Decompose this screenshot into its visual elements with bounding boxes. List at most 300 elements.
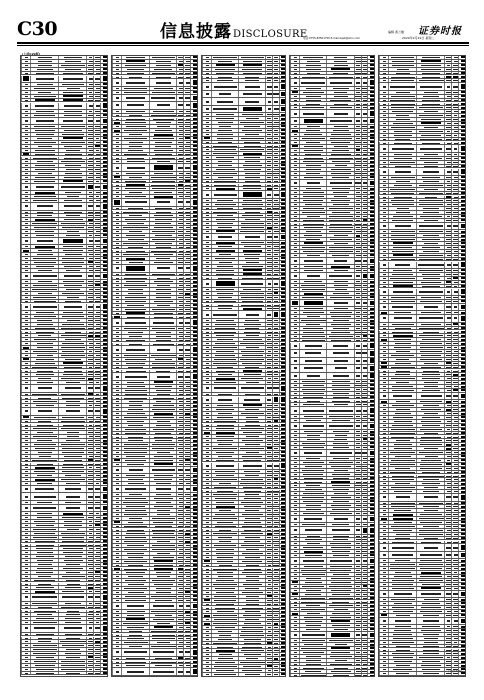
table-cell <box>149 661 177 664</box>
table-cell <box>176 95 183 102</box>
cell-text <box>38 638 52 639</box>
table-cell <box>176 493 183 496</box>
cell-text <box>64 521 82 522</box>
cell-text <box>25 96 28 97</box>
cell-text <box>103 99 109 101</box>
table-cell <box>93 594 100 601</box>
table-cell <box>100 404 108 407</box>
cell-text <box>61 665 84 666</box>
cell-text <box>116 349 119 351</box>
cell-text <box>103 211 109 213</box>
table-cell <box>121 141 149 144</box>
cell-text <box>125 433 146 434</box>
cell-text <box>88 88 92 89</box>
table-cell <box>183 416 190 419</box>
cell-text <box>35 231 54 232</box>
table-cell <box>121 362 149 365</box>
table-cell <box>112 362 121 365</box>
table-cell <box>21 230 30 233</box>
cell-text <box>125 537 145 538</box>
cell-text <box>116 239 119 240</box>
cell-text <box>62 227 85 228</box>
cell-text <box>129 262 143 263</box>
cell-text <box>25 219 28 220</box>
table-cell <box>183 319 190 326</box>
table-cell <box>86 393 93 396</box>
table-cell <box>100 637 108 640</box>
cell-text <box>193 413 198 415</box>
table-cell <box>176 626 183 629</box>
cell-text <box>124 514 146 515</box>
cell-text <box>103 560 109 562</box>
cell-text <box>186 77 190 78</box>
cell-text <box>129 405 142 406</box>
cell-text <box>193 343 198 345</box>
cell-text <box>116 605 119 607</box>
table-cell <box>190 536 198 539</box>
table-cell <box>190 649 198 656</box>
table-cell <box>100 516 108 519</box>
table-cell <box>30 644 58 647</box>
table-cell <box>30 586 58 589</box>
section-title-en: DISCLOSURE <box>233 29 307 40</box>
table-cell <box>93 621 100 624</box>
cell-text <box>103 455 109 457</box>
cell-text <box>25 235 28 236</box>
table-cell <box>93 474 100 477</box>
cell-text <box>35 99 55 101</box>
table-row <box>112 319 197 327</box>
cell-text <box>89 158 93 159</box>
cell-text <box>25 394 28 395</box>
table-cell <box>149 447 177 450</box>
table-cell <box>30 424 58 427</box>
table-cell <box>112 626 121 629</box>
table-cell <box>121 153 149 156</box>
cell-text <box>103 482 109 484</box>
cell-text <box>116 243 119 244</box>
table-cell <box>21 338 30 341</box>
table-cell <box>190 603 198 610</box>
cell-text <box>63 95 83 97</box>
table-cell <box>21 195 30 198</box>
table-cell <box>86 676 93 678</box>
cell-text <box>25 634 28 635</box>
table-cell <box>112 455 121 458</box>
table-cell <box>30 427 58 430</box>
cell-text <box>186 258 190 259</box>
table-cell <box>93 563 100 566</box>
cell-text <box>154 88 174 89</box>
cell-text <box>96 343 100 344</box>
cell-text <box>126 363 145 364</box>
table-cell <box>93 249 100 252</box>
table-cell <box>21 149 30 152</box>
cell-text <box>127 627 144 628</box>
cell-text <box>103 614 109 616</box>
table-cell <box>58 381 86 384</box>
table-cell <box>58 214 86 217</box>
cell-text <box>66 507 80 509</box>
table-cell <box>183 447 190 450</box>
table-cell <box>112 129 121 132</box>
table-cell <box>21 288 30 291</box>
table-cell <box>112 145 121 148</box>
table-cell <box>183 560 190 563</box>
table-cell <box>100 60 108 63</box>
table-cell <box>58 273 86 280</box>
cell-text <box>116 309 119 310</box>
table-cell <box>112 645 121 648</box>
table-cell <box>21 594 30 601</box>
cell-text <box>66 496 79 498</box>
cell-text <box>124 138 147 139</box>
cell-text <box>157 576 170 577</box>
table-row <box>112 265 197 273</box>
table-cell <box>21 257 30 260</box>
table-cell <box>176 630 183 633</box>
cell-text <box>193 618 198 620</box>
table-cell <box>112 478 121 481</box>
table-cell <box>100 606 108 609</box>
table-cell <box>93 393 100 396</box>
cell-text <box>34 521 55 522</box>
table-cell <box>121 404 149 407</box>
table-cell <box>58 435 86 438</box>
cell-text <box>116 646 119 647</box>
cell-text <box>193 277 198 279</box>
table-cell <box>58 230 86 233</box>
cell-text <box>25 517 28 518</box>
table-cell <box>190 91 198 94</box>
cell-text <box>61 223 85 224</box>
table-cell <box>30 532 58 535</box>
table-cell <box>190 544 198 547</box>
table-cell <box>183 335 190 338</box>
table-cell <box>30 338 58 341</box>
table-cell <box>183 389 190 392</box>
table-cell <box>149 436 177 439</box>
table-cell <box>112 459 121 462</box>
cell-text <box>25 165 28 166</box>
cell-text <box>154 134 173 136</box>
table-cell <box>183 637 190 640</box>
cell-text <box>193 308 198 310</box>
cell-text <box>63 281 84 282</box>
cell-text <box>103 610 109 612</box>
cell-text <box>128 367 143 368</box>
table-cell <box>100 218 108 221</box>
cell-text <box>62 517 84 518</box>
table-cell <box>21 377 30 380</box>
cell-text <box>36 134 54 135</box>
table-cell <box>21 327 30 330</box>
table-cell <box>112 222 121 225</box>
table-cell <box>183 614 190 617</box>
cell-text <box>38 641 51 642</box>
table-cell <box>112 408 121 411</box>
table-cell <box>149 64 177 67</box>
cell-text <box>61 607 85 608</box>
table-cell <box>86 68 93 71</box>
table-cell <box>30 222 58 225</box>
table-cell <box>86 431 93 434</box>
cell-text <box>116 262 119 263</box>
cell-text <box>193 444 198 446</box>
cell-text <box>116 464 119 465</box>
table-cell <box>100 610 108 613</box>
table-cell <box>93 536 100 539</box>
cell-text <box>35 479 55 481</box>
cell-text <box>157 421 171 422</box>
table-cell <box>86 83 93 86</box>
table-cell <box>112 595 121 598</box>
cell-text <box>96 177 100 178</box>
continued-from-label: (上接C29版) <box>22 52 40 56</box>
cell-text <box>25 335 28 336</box>
table-cell <box>112 149 121 152</box>
table-cell <box>30 60 58 63</box>
cell-text <box>193 560 198 562</box>
cell-text <box>25 328 28 329</box>
table-cell <box>30 516 58 519</box>
table-cell <box>100 203 108 210</box>
table-cell <box>121 373 149 380</box>
table-cell <box>30 191 58 194</box>
table-cell <box>30 218 58 221</box>
cell-text <box>103 436 109 438</box>
cell-text <box>62 591 84 592</box>
table-cell <box>93 424 100 427</box>
table-cell <box>58 334 86 337</box>
table-cell <box>190 339 198 342</box>
table-cell <box>86 579 93 582</box>
table-cell <box>21 381 30 384</box>
table-cell <box>86 660 93 663</box>
table-cell <box>176 451 183 454</box>
table-cell <box>21 544 30 547</box>
cell-text <box>125 429 146 430</box>
cell-text <box>23 153 29 155</box>
table-cell <box>183 230 190 233</box>
table-cell <box>183 575 190 578</box>
cell-text <box>124 444 148 445</box>
table-cell <box>86 486 93 493</box>
cell-text <box>62 471 84 472</box>
table-cell <box>58 586 86 589</box>
cell-text <box>96 483 100 484</box>
column-1 <box>20 55 108 677</box>
table-cell <box>183 529 190 532</box>
cell-text <box>154 626 173 628</box>
table-cell <box>149 397 177 400</box>
table-cell <box>176 439 183 442</box>
cell-text <box>193 254 198 256</box>
cell-text <box>25 212 28 213</box>
cell-text <box>123 623 148 624</box>
table-cell <box>21 590 30 593</box>
table-cell <box>93 377 100 380</box>
table-cell <box>86 621 93 624</box>
table-cell <box>21 664 30 667</box>
table-cell <box>121 60 149 63</box>
cell-text <box>103 501 109 503</box>
table-cell <box>112 486 121 493</box>
cell-text <box>186 104 190 106</box>
cell-text <box>128 247 142 248</box>
table-cell <box>21 222 30 225</box>
table-cell <box>183 343 190 346</box>
table-cell <box>121 532 149 535</box>
table-cell <box>93 551 100 554</box>
table-cell <box>21 226 30 229</box>
table-cell <box>21 296 30 299</box>
table-cell <box>58 91 86 94</box>
cell-text <box>125 322 146 324</box>
table-cell <box>86 602 93 605</box>
cell-text <box>193 316 198 318</box>
table-cell <box>21 547 30 550</box>
cell-text <box>186 251 190 252</box>
cell-text <box>65 359 81 360</box>
cell-text <box>25 496 28 498</box>
cell-text <box>37 205 54 207</box>
table-cell <box>149 385 177 388</box>
cell-text <box>96 401 100 402</box>
table-cell <box>190 141 198 144</box>
cell-text <box>193 320 198 325</box>
table-cell <box>21 87 30 90</box>
cell-text <box>193 521 198 523</box>
cell-text <box>186 332 190 333</box>
cell-text <box>124 549 146 550</box>
cell-text <box>36 572 53 573</box>
table-cell <box>149 207 177 210</box>
table-cell <box>30 397 58 400</box>
cell-text <box>124 561 148 562</box>
table-cell <box>121 575 149 578</box>
cell-text <box>96 537 100 538</box>
table-cell <box>93 257 100 260</box>
cell-text <box>153 398 175 399</box>
table-cell <box>149 459 177 462</box>
cell-text <box>34 88 55 89</box>
table-cell <box>93 87 100 90</box>
cell-text <box>34 301 56 302</box>
table-cell <box>100 451 108 454</box>
table-cell <box>121 288 149 291</box>
table-cell <box>93 586 100 589</box>
cell-text <box>36 359 54 360</box>
cell-text <box>33 529 56 530</box>
cell-text <box>116 588 119 589</box>
table-cell <box>21 385 30 392</box>
table-cell <box>93 334 100 337</box>
cell-text <box>96 231 100 232</box>
cell-text <box>38 270 52 271</box>
table-cell <box>121 579 149 582</box>
table-cell <box>121 463 149 466</box>
table-cell <box>86 474 93 477</box>
cell-text <box>103 595 109 600</box>
table-cell <box>86 520 93 523</box>
table-cell <box>30 648 58 651</box>
table-cell <box>190 497 198 500</box>
table-cell <box>149 145 177 148</box>
cell-text <box>155 658 172 659</box>
table-cell <box>190 172 198 175</box>
table-cell <box>93 668 100 671</box>
table-cell <box>86 559 93 562</box>
table-cell <box>30 431 58 434</box>
cell-text <box>116 530 119 531</box>
table-cell <box>30 99 58 102</box>
table-cell <box>30 486 58 493</box>
cell-text <box>124 88 147 89</box>
table-cell <box>176 591 183 594</box>
cell-text <box>124 285 146 286</box>
table-cell <box>176 157 183 160</box>
cell-text <box>25 596 28 598</box>
cell-text <box>116 154 119 155</box>
table-cell <box>58 68 86 71</box>
table-cell <box>30 393 58 396</box>
cell-text <box>103 571 109 573</box>
table-cell <box>86 672 93 675</box>
table-cell <box>58 103 86 110</box>
table-cell <box>100 547 108 550</box>
cell-text <box>32 367 57 368</box>
cell-text <box>116 627 119 628</box>
table-cell <box>86 56 93 59</box>
cell-text <box>193 161 198 163</box>
cell-text <box>126 572 145 573</box>
cell-text <box>96 196 100 197</box>
cell-text <box>63 548 83 549</box>
cell-text <box>179 401 183 402</box>
cell-text <box>25 374 28 375</box>
cell-text <box>116 429 119 430</box>
table-cell <box>121 661 149 664</box>
table-cell <box>30 153 58 156</box>
table-cell <box>30 292 58 295</box>
cell-text <box>103 274 109 279</box>
cell-text <box>63 92 83 93</box>
cell-text <box>88 428 92 429</box>
cell-text <box>103 230 109 232</box>
table-cell <box>121 637 149 640</box>
cell-text <box>25 471 28 472</box>
cell-text <box>35 169 55 170</box>
table-cell <box>100 284 108 287</box>
cell-text <box>25 205 28 207</box>
table-cell <box>58 56 86 59</box>
cell-text <box>32 460 57 461</box>
cell-text <box>152 92 175 93</box>
cell-text <box>193 200 198 205</box>
table-cell <box>93 280 100 283</box>
table-cell <box>21 153 30 156</box>
cell-text <box>25 146 28 147</box>
table-cell <box>112 199 121 206</box>
table-cell <box>100 427 108 430</box>
cell-text <box>103 350 109 352</box>
cell-text <box>103 68 109 70</box>
cell-text <box>116 88 119 89</box>
table-cell <box>93 141 100 144</box>
table-cell <box>176 552 183 555</box>
table-cell <box>93 676 100 678</box>
